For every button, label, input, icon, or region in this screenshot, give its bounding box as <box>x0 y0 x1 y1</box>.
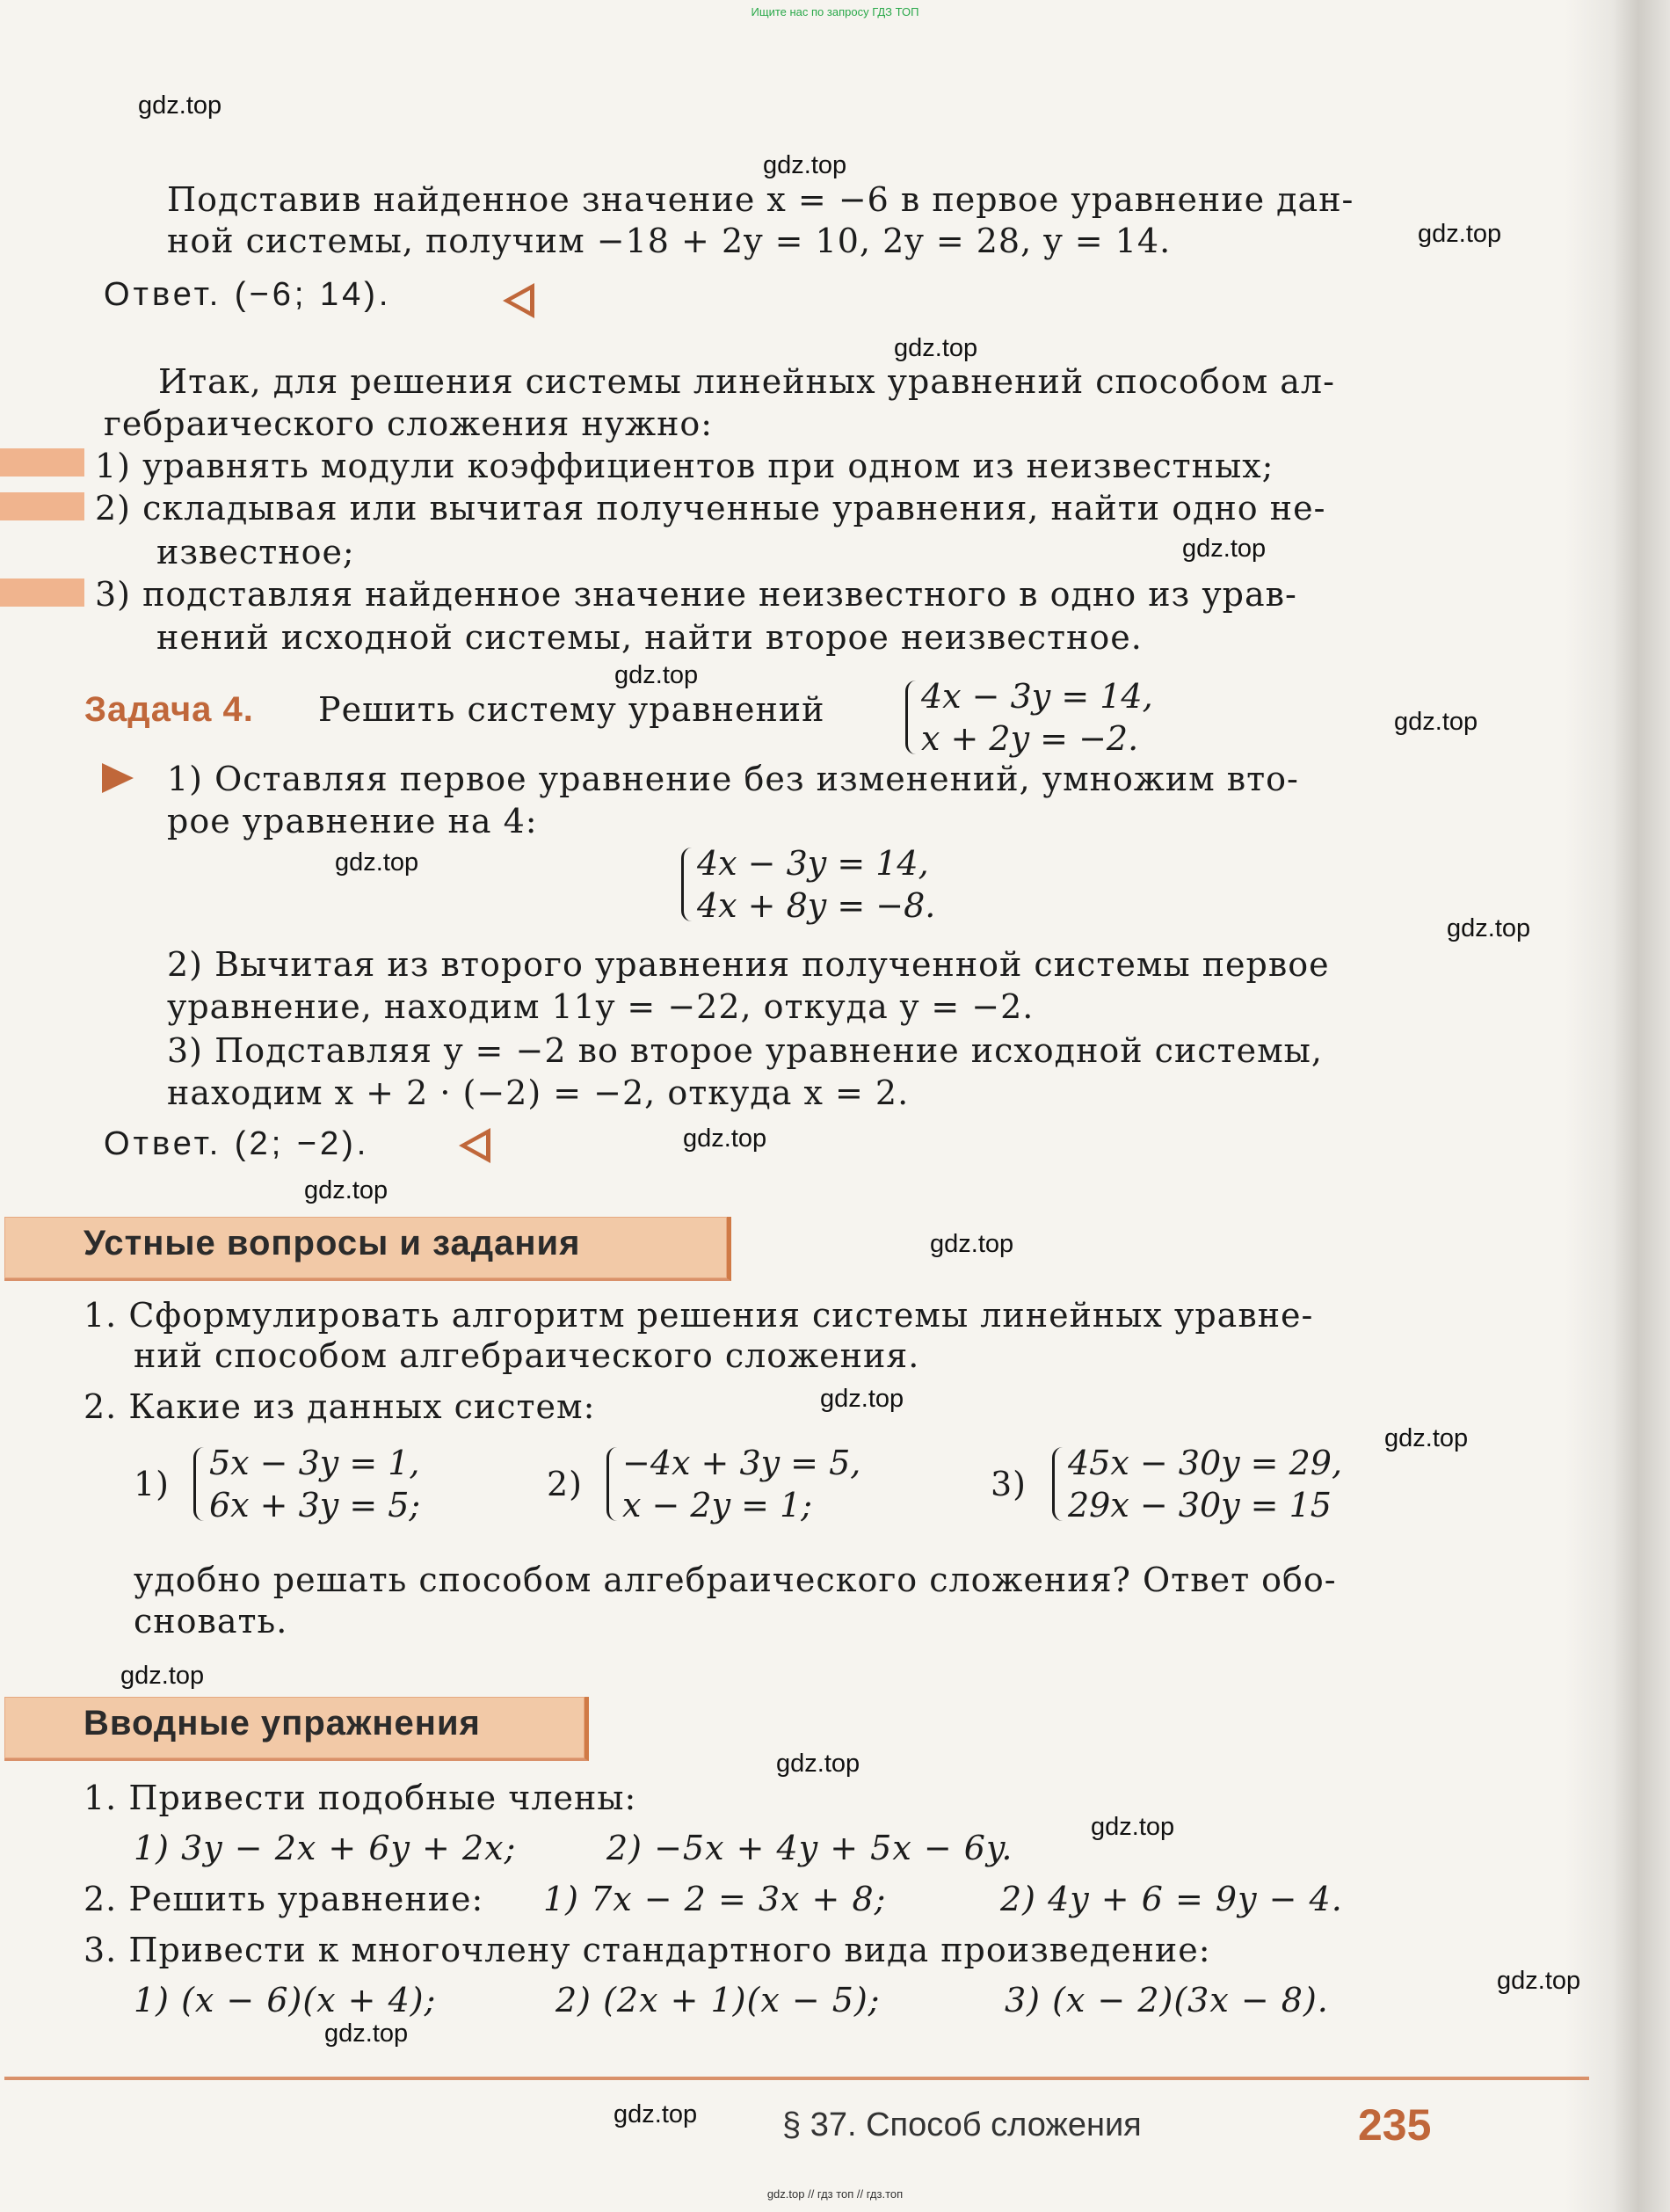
watermark: gdz.top <box>614 661 699 689</box>
watermark: gdz.top <box>763 151 847 179</box>
system-label: 1) <box>134 1465 171 1503</box>
solution-marker-icon <box>102 763 134 793</box>
watermark: gdz.top <box>1394 708 1478 736</box>
solution-line: уравнение, находим 11y = −22, откуда y = −2. <box>167 987 1035 1026</box>
watermark: gdz.top <box>1091 1813 1175 1841</box>
text-line: гебраического сложения нужно: <box>104 404 714 443</box>
watermark: gdz.top <box>894 334 978 362</box>
exercise-item: 2) 4y + 6 = 9y − 4. <box>1000 1880 1343 1918</box>
watermark: gdz.top <box>1384 1424 1469 1452</box>
question-line: 2. Какие из данных систем: <box>84 1387 596 1426</box>
watermark: gdz.top <box>1182 535 1267 563</box>
solution-line: 2) Вычитая из второго уравнения полученной системы первое <box>167 945 1330 984</box>
equation-system <box>905 675 1153 760</box>
equation-system <box>606 1442 860 1526</box>
equation-system <box>193 1442 420 1526</box>
watermark: gdz.top <box>304 1176 388 1204</box>
equation: x + 2y = −2. <box>921 719 1139 758</box>
answer-line: Ответ. (2; −2). <box>104 1125 370 1162</box>
question-line: сновать. <box>134 1602 288 1641</box>
watermark: gdz.top <box>683 1124 767 1153</box>
solution-line: 1) Оставляя первое уравнение без изменений, умножим вто- <box>167 760 1299 798</box>
end-marker-icon-inner <box>467 1135 486 1156</box>
exercise-item: 1) (x − 6)(x + 4); <box>134 1981 437 2019</box>
watermark: gdz.top <box>930 1230 1014 1258</box>
watermark: gdz.top <box>820 1385 904 1413</box>
equation: 4x − 3y = 14, <box>921 677 1153 716</box>
page-fold-shadow <box>1565 0 1670 2212</box>
watermark: gdz.top <box>138 91 222 120</box>
end-marker-icon-inner <box>511 290 530 311</box>
exercise-item: 2) (2x + 1)(x − 5); <box>555 1981 881 2019</box>
equation: 4x + 8y = −8. <box>697 886 936 925</box>
highlight-bar <box>0 492 84 520</box>
highlight-bar <box>0 578 84 607</box>
algorithm-step: 3) подставляя найденное значение неизвестного в одно из урав- <box>95 575 1297 614</box>
equation: 5x − 3y = 1, <box>209 1444 420 1482</box>
watermark: gdz.top <box>776 1750 860 1778</box>
equation: −4x + 3y = 5, <box>622 1444 861 1482</box>
watermark: gdz.top <box>614 2100 698 2128</box>
text-line: Итак, для решения системы линейных уравнений способом ал- <box>158 362 1335 401</box>
bottom-note: gdz.top // гдз топ // гдз.топ <box>766 2187 904 2201</box>
question-line: удобно решать способом алгебраического сложения? Ответ обо- <box>134 1561 1337 1599</box>
exercise-line: 2. Решить уравнение: <box>84 1880 484 1918</box>
exercise-line: 3. Привести к многочлену стандартного вида произведение: <box>84 1931 1211 1969</box>
equation: 4x − 3y = 14, <box>697 844 929 883</box>
system-label: 3) <box>991 1465 1027 1503</box>
system-label: 2) <box>547 1465 584 1503</box>
question-line: ний способом алгебраического сложения. <box>134 1336 920 1375</box>
question-line: 1. Сформулировать алгоритм решения системы линейных уравне- <box>84 1296 1314 1335</box>
algorithm-step: 2) складывая или вычитая полученные уравнения, найти одно не- <box>95 489 1326 528</box>
exercise-item: 1) 7x − 2 = 3x + 8; <box>543 1880 887 1918</box>
watermark: gdz.top <box>1447 914 1531 942</box>
algorithm-step: известное; <box>156 533 355 571</box>
top-note: Ищите нас по запросу ГДЗ ТОП <box>751 5 919 18</box>
watermark: gdz.top <box>324 2019 409 2048</box>
solution-line: 3) Подставляя y = −2 во второе уравнение исходной системы, <box>167 1031 1323 1070</box>
running-footer: § 37. Способ сложения <box>782 2106 1142 2143</box>
watermark: gdz.top <box>1497 1967 1581 1995</box>
exercise-item: 1) 3y − 2x + 6y + 2x; <box>134 1829 517 1867</box>
equation: x − 2y = 1; <box>622 1486 813 1524</box>
equation-system <box>1052 1442 1342 1526</box>
watermark: gdz.top <box>335 848 419 877</box>
algorithm-step: 1) уравнять модули коэффициентов при одном из неизвестных; <box>95 447 1274 485</box>
equation-system <box>681 842 935 927</box>
exercise-item: 3) (x − 2)(3x − 8). <box>1005 1981 1329 2019</box>
solution-line: находим x + 2 · (−2) = −2, откуда x = 2. <box>167 1073 910 1112</box>
equation: 6x + 3y = 5; <box>209 1486 421 1524</box>
watermark: gdz.top <box>1418 220 1502 248</box>
exercise-line: 1. Привести подобные члены: <box>84 1779 637 1817</box>
text-line: Подставив найденное значение x = −6 в первое уравнение дан- <box>167 180 1354 219</box>
section-header: Вводные упражнения <box>84 1704 481 1743</box>
task-text: Решить систему уравнений <box>318 690 825 729</box>
task-label: Задача 4. <box>84 690 254 729</box>
exercise-item: 2) −5x + 4y + 5x − 6y. <box>606 1829 1013 1867</box>
footer-rule <box>4 2077 1589 2080</box>
algorithm-step: нений исходной системы, найти второе неизвестное. <box>156 618 1143 657</box>
equation: 45x − 30y = 29, <box>1068 1444 1343 1482</box>
answer-line: Ответ. (−6; 14). <box>104 276 392 313</box>
solution-line: рое уравнение на 4: <box>167 802 538 840</box>
text-line: ной системы, получим −18 + 2y = 10, 2y = 28, y = 14. <box>167 222 1172 260</box>
highlight-bar <box>0 448 84 477</box>
watermark: gdz.top <box>120 1662 205 1690</box>
page-number: 235 <box>1358 2100 1432 2150</box>
equation: 29x − 30y = 15 <box>1068 1486 1332 1524</box>
section-header: Устные вопросы и задания <box>84 1224 581 1262</box>
